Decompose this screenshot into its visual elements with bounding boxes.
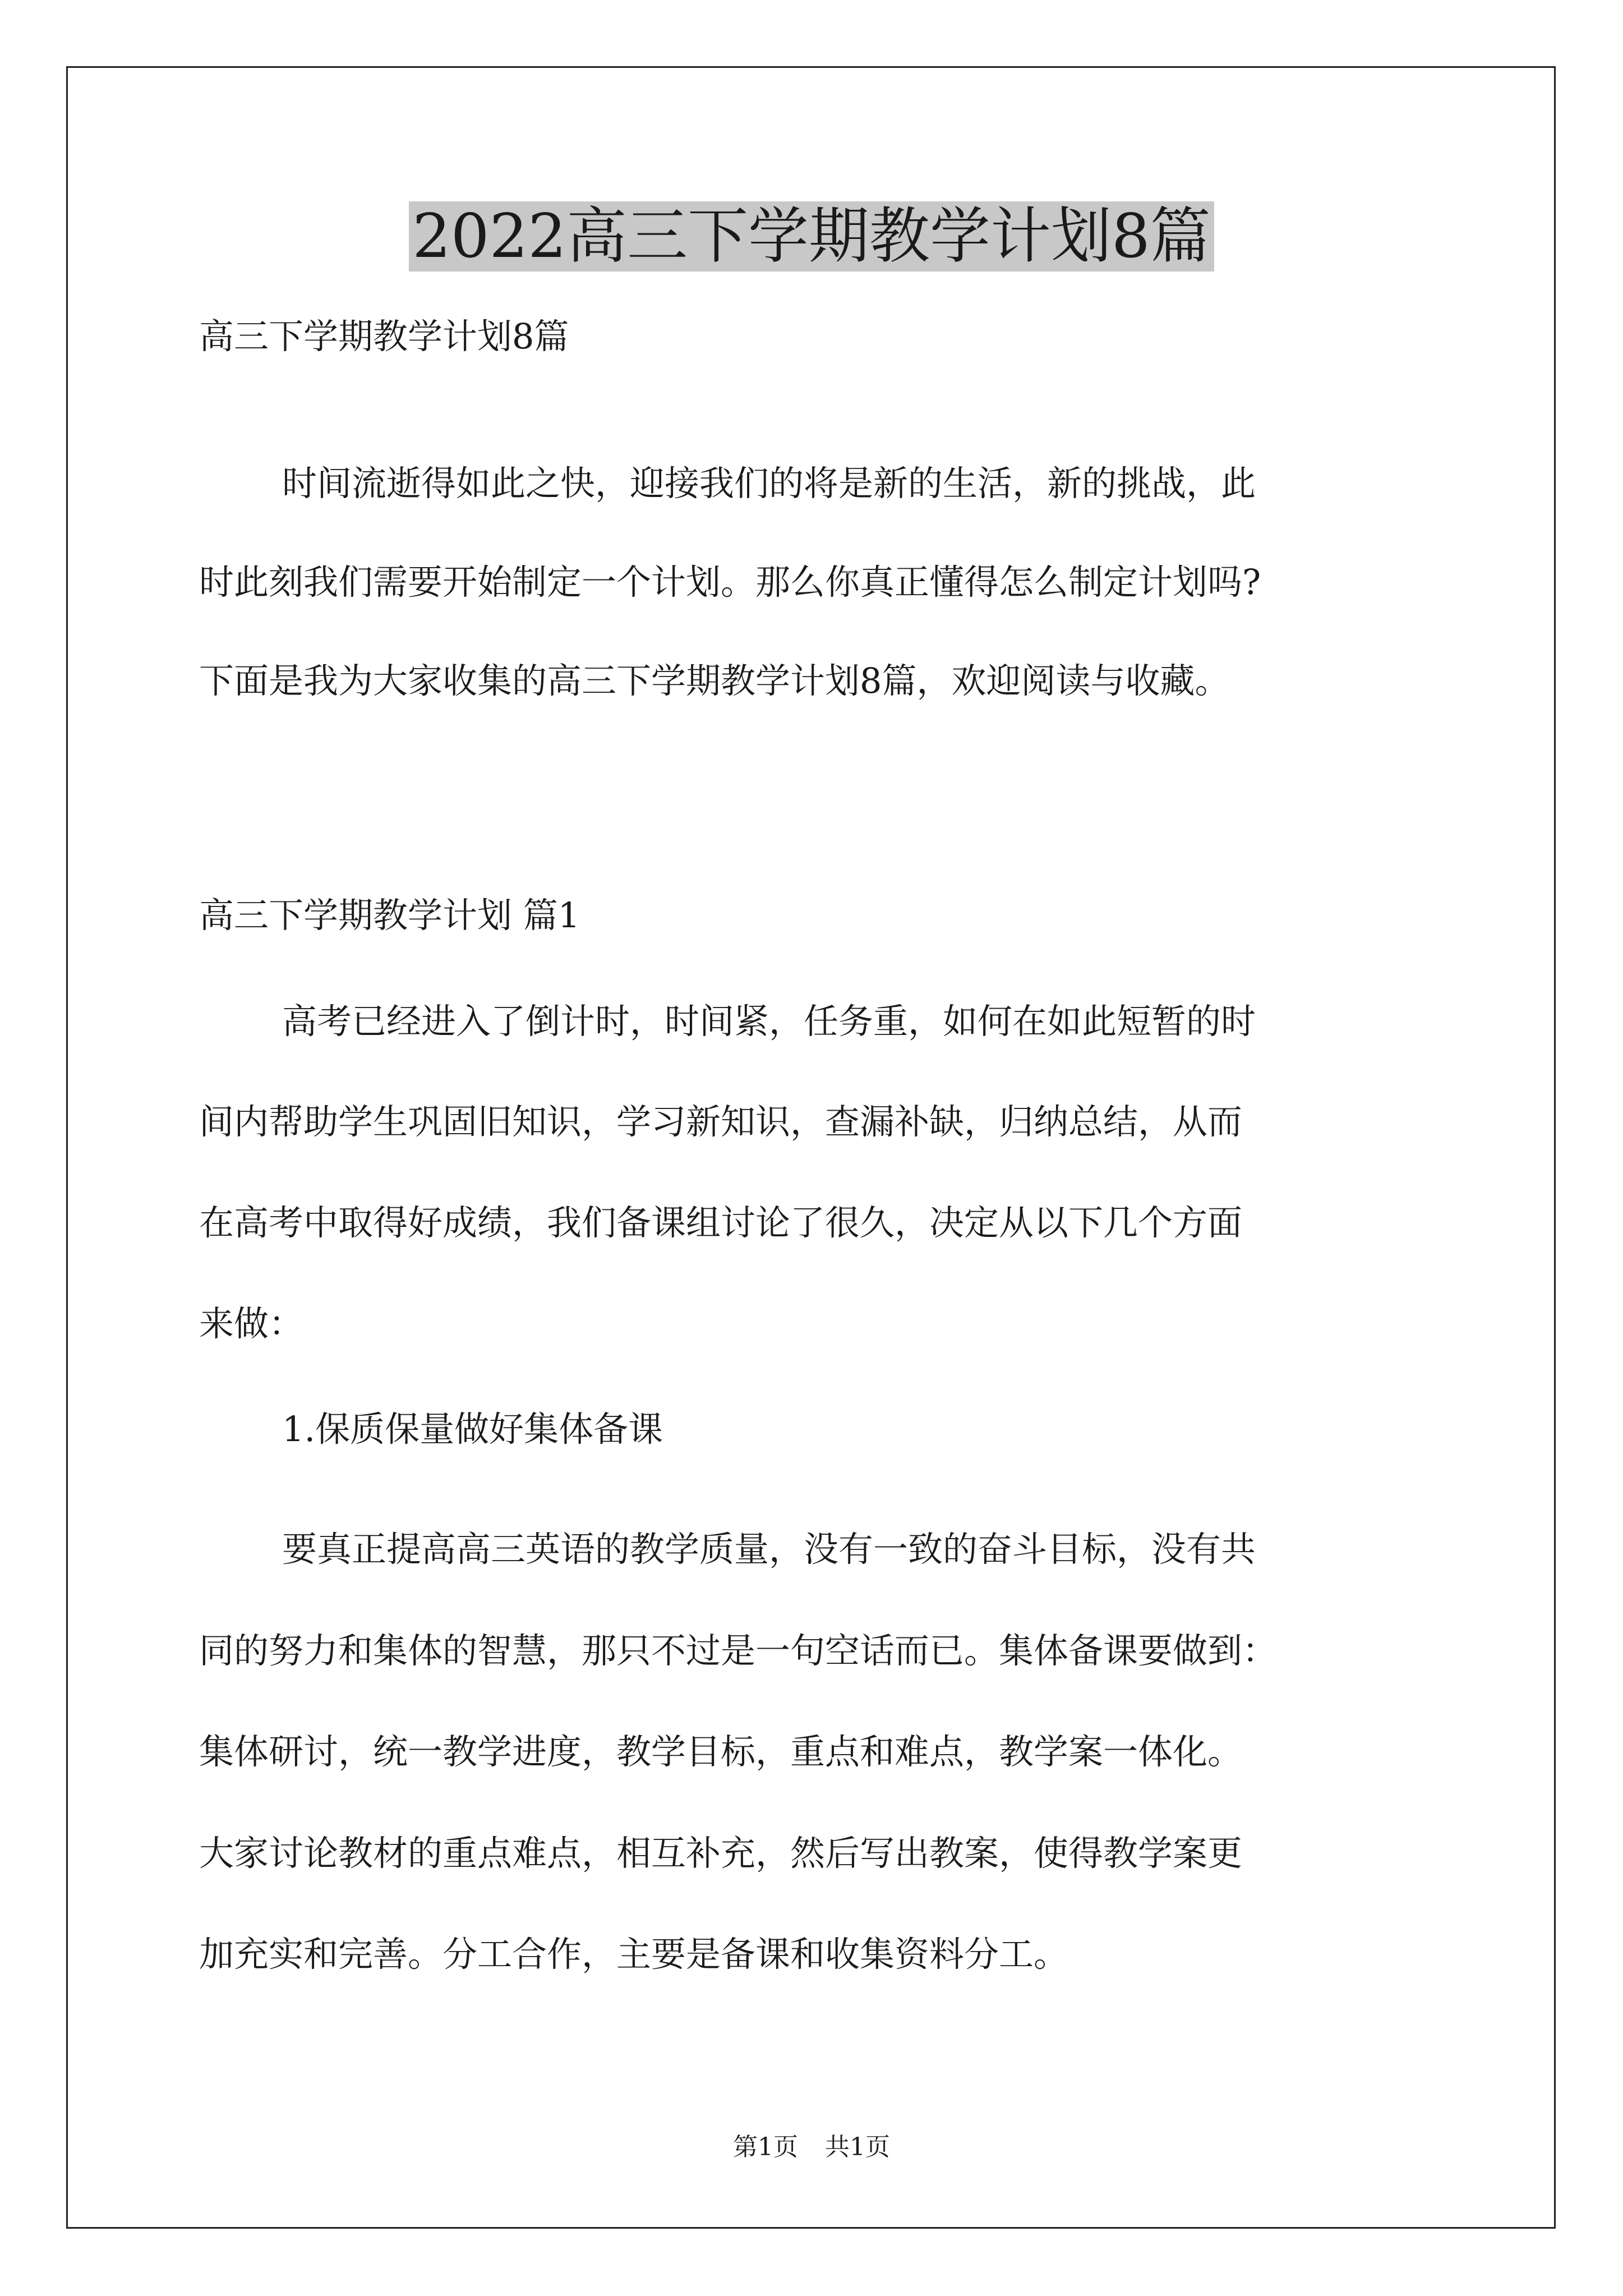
paragraph-line: 集体研讨，统一教学进度，教学目标，重点和难点，教学案一体化。	[199, 1731, 1243, 1772]
intro-line-1: 时间流逝得如此之快，迎接我们的将是新的生活，新的挑战，此	[282, 463, 1256, 504]
page-footer	[0, 2132, 1623, 2163]
section-heading: 高三下学期教学计划 篇1	[199, 895, 580, 936]
paragraph-line: 同的努力和集体的智慧，那只不过是一句空话而已。集体备课要做到：	[199, 1630, 1278, 1671]
document-subtitle: 高三下学期教学计划8篇	[199, 316, 569, 357]
intro-line-2: 时此刻我们需要开始制定一个计划。那么你真正懂得怎么制定计划吗?	[199, 562, 1261, 602]
intro-line-3: 下面是我为大家收集的高三下学期教学计划8篇，欢迎阅读与收藏。	[199, 660, 1230, 701]
list-item-heading: 1.保质保量做好集体备课	[282, 1409, 663, 1450]
paragraph-line: 要真正提高高三英语的教学质量，没有一致的奋斗目标，没有共	[282, 1529, 1256, 1570]
page-number: 第1页	[733, 2133, 798, 2161]
page-total: 共1页	[825, 2133, 890, 2161]
page-border	[66, 66, 1556, 2229]
paragraph-line: 在高考中取得好成绩，我们备课组讨论了很久，决定从以下几个方面	[199, 1202, 1243, 1243]
paragraph-line: 来做：	[199, 1303, 304, 1344]
paragraph-line: 加充实和完善。分工合作，主要是备课和收集资料分工。	[199, 1934, 1069, 1975]
document-title-text: 2022高三下学期教学计划8篇	[409, 201, 1214, 272]
paragraph-line: 大家讨论教材的重点难点，相互补充，然后写出教案，使得教学案更	[199, 1833, 1243, 1874]
paragraph-line: 高考已经进入了倒计时，时间紧，任务重，如何在如此短暂的时	[282, 1001, 1256, 1042]
paragraph-line: 间内帮助学生巩固旧知识，学习新知识，查漏补缺，归纳总结，从而	[199, 1101, 1243, 1142]
document-title	[0, 197, 1623, 276]
